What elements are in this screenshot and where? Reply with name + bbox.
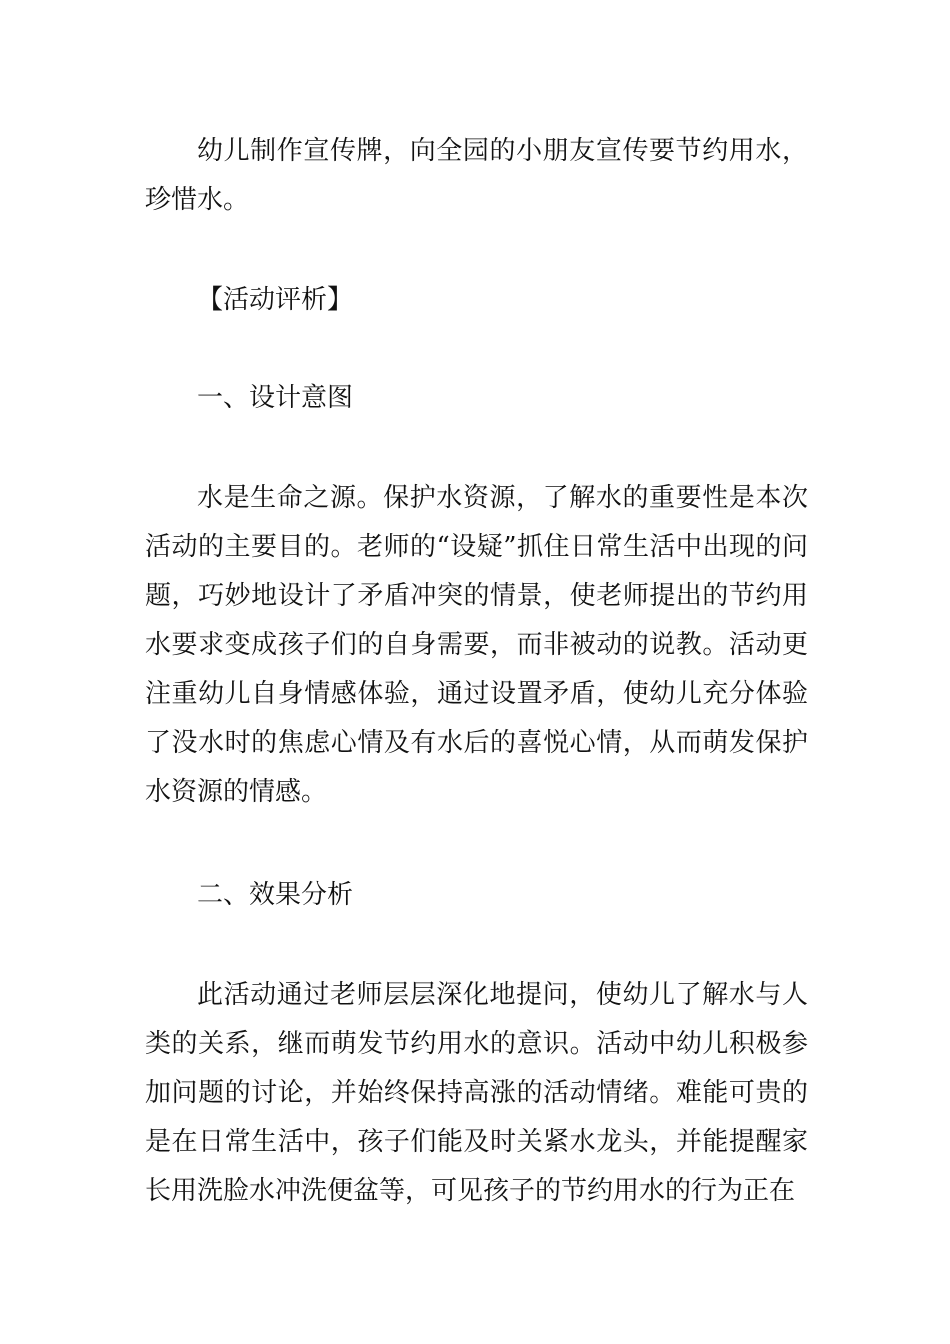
paragraph-effect-analysis: 此活动通过老师层层深化地提问，使幼儿了解水与人类的关系，继而萌发节约用水的意识。活动中幼儿积极参加问题的讨论，并始终保持高涨的活动情绪。难能可贵的是在日常生活中，孩子们能及时关紧水龙头，并能提醒家长用洗脸水冲洗便盆等，可见孩子的节约用水的行为正在 xyxy=(145,980,808,1206)
heading-activity-analysis: 【活动评析】 xyxy=(197,285,354,315)
heading-design-intent: 一、设计意图 xyxy=(197,383,354,413)
paragraph-promotion-sign: 幼儿制作宣传牌，向全园的小朋友宣传要节约用水，珍惜水。 xyxy=(145,136,808,215)
paragraph-design-intent: 水是生命之源。保护水资源，了解水的重要性是本次活动的主要目的。老师的“设疑”抓住日常生活中出现的问题，巧妙地设计了矛盾冲突的情景，使老师提出的节约用水要求变成孩子们的自身需要，而非被动的说教。活动更注重幼儿自身情感体验，通过设置矛盾，使幼儿充分体验了没水时的焦虑心情及有水后的喜悦心情，从而萌发保护水资源的情感。 xyxy=(145,483,808,807)
heading-effect-analysis: 二、效果分析 xyxy=(197,880,354,910)
